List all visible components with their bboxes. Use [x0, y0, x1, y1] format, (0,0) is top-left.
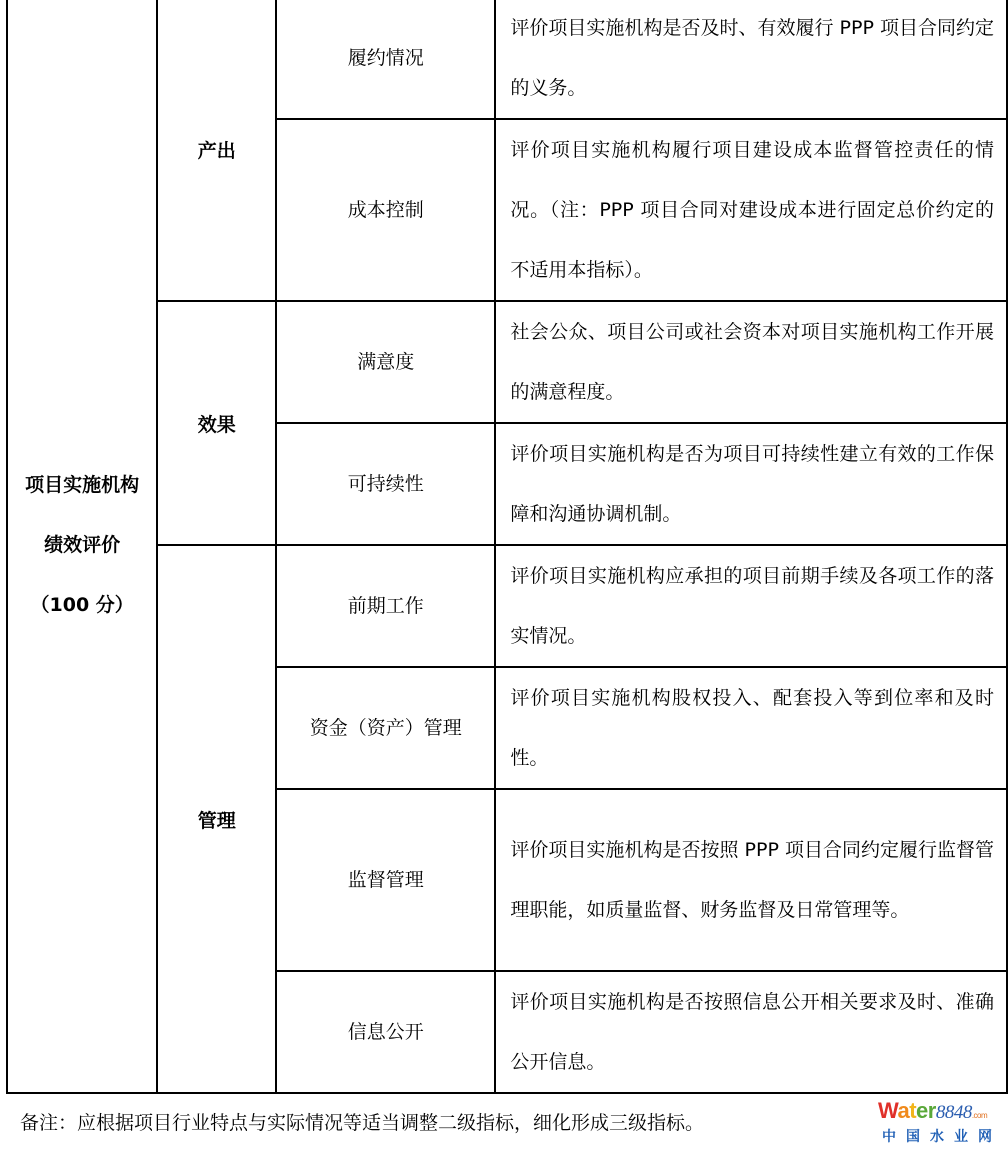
indicator-desc: 社会公众、项目公司或社会资本对项目实施机构工作开展的满意程度。 [495, 301, 1007, 423]
indicator-desc: 评价项目实施机构是否按照信息公开相关要求及时、准确公开信息。 [495, 971, 1007, 1093]
group-management: 管理 [157, 545, 276, 1093]
indicator-name: 信息公开 [276, 971, 495, 1093]
indicator-desc: 评价项目实施机构股权投入、配套投入等到位率和及时性。 [495, 667, 1007, 789]
logo-wordmark [878, 1100, 1002, 1127]
indicator-desc: 评价项目实施机构应承担的项目前期手续及各项工作的落实情况。 [495, 545, 1007, 667]
indicator-desc: 评价项目实施机构是否及时、有效履行 PPP 项目合同约定的义务。 [495, 0, 1007, 119]
logo-letters-er: er [916, 1098, 936, 1123]
evaluation-table [6, 0, 1008, 1094]
indicator-name: 履约情况 [276, 0, 495, 119]
level1-line3: （100 分） [30, 594, 134, 616]
level1-line2: 绩效评价 [44, 534, 121, 556]
group-output: 产出 [157, 0, 276, 301]
level1-cell [7, 0, 157, 1093]
indicator-desc: 评价项目实施机构是否按照 PPP 项目合同约定履行监督管理职能，如质量监督、财务监督及日常管理等。 [495, 789, 1007, 971]
footnote: 备注：应根据项目行业特点与实际情况等适当调整二级指标，细化形成三级指标。 [20, 1112, 705, 1134]
indicator-name: 资金（资产）管理 [276, 667, 495, 789]
indicator-name: 前期工作 [276, 545, 495, 667]
indicator-desc: 评价项目实施机构是否为项目可持续性建立有效的工作保障和沟通协调机制。 [495, 423, 1007, 545]
indicator-name: 监督管理 [276, 789, 495, 971]
level1-line1: 项目实施机构 [25, 474, 140, 496]
logo-letter-w: W [878, 1098, 898, 1123]
water8848-logo [878, 1100, 1002, 1144]
logo-letter-t: t [909, 1098, 917, 1123]
logo-chinese-name: 中国水业网 [882, 1129, 1002, 1145]
indicator-desc: 评价项目实施机构履行项目建设成本监督管控责任的情况。（注：PPP 项目合同对建设成本进行固定总价约定的不适用本指标）。 [495, 119, 1007, 301]
logo-number: 8848 [935, 1102, 972, 1123]
logo-letter-a: a [897, 1098, 910, 1123]
indicator-name: 成本控制 [276, 119, 495, 301]
level1-label [8, 455, 156, 635]
indicator-name: 可持续性 [276, 423, 495, 545]
group-effect: 效果 [157, 301, 276, 545]
indicator-name: 满意度 [276, 301, 495, 423]
logo-com: .com [971, 1111, 988, 1120]
